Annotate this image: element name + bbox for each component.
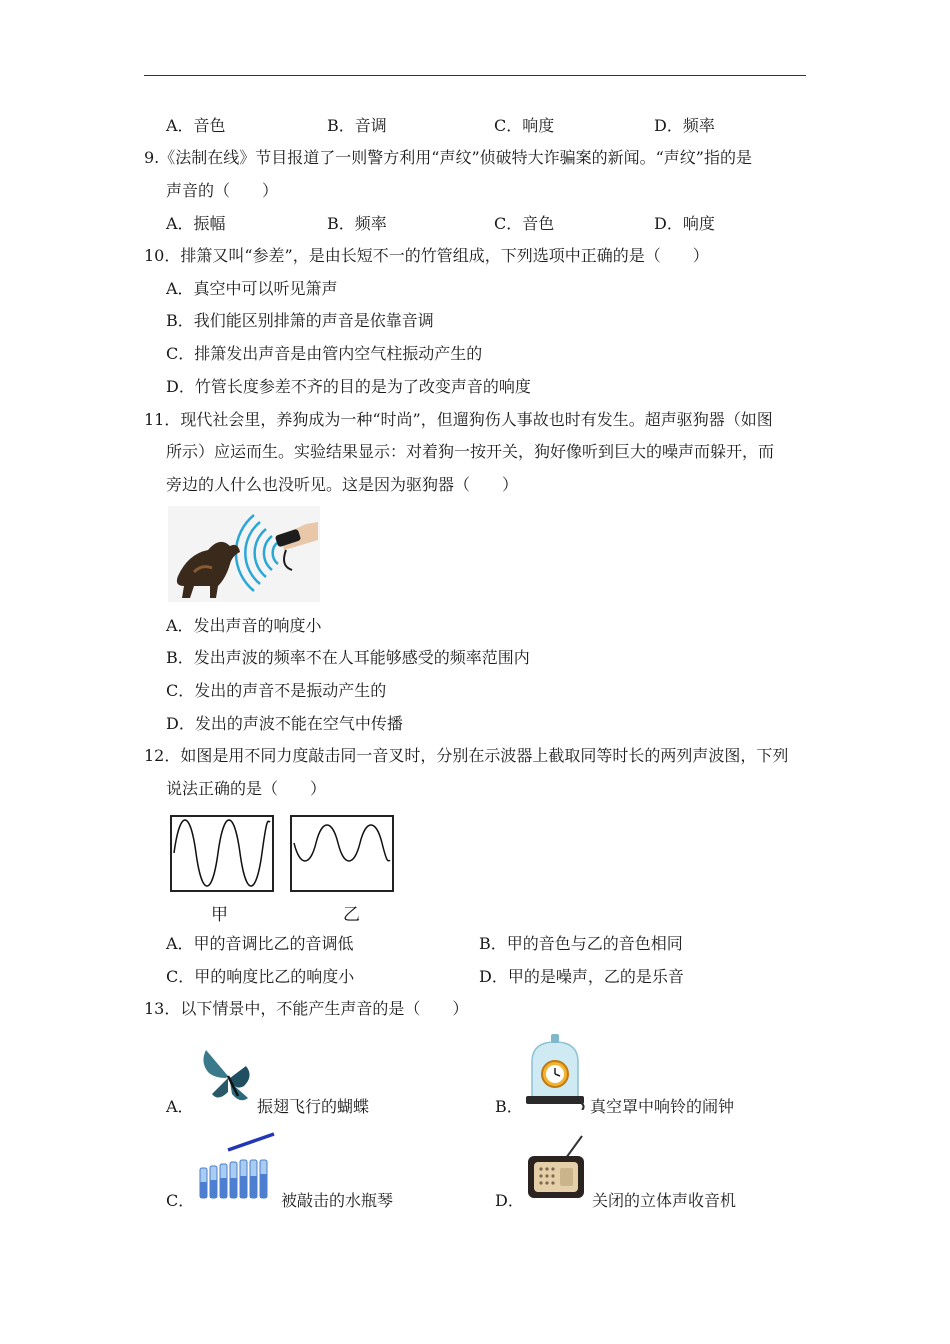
q10-option-b[interactable]: B．我们能区别排箫的声音是依靠音调	[166, 311, 434, 330]
q13-option-a-text: 振翅飞行的蝴蝶	[257, 1097, 370, 1116]
q9-stem-line-2: 声音的（ ）	[166, 181, 279, 200]
q11-stem-line-1: 11．现代社会里，养狗成为一种“时尚”，但遛狗伤人事故也时有发生。超声驱狗器（如图	[144, 410, 773, 429]
waveform-label-yi: 乙	[343, 905, 360, 925]
q11-option-d[interactable]: D．发出的声波不能在空气中传播	[166, 714, 403, 733]
q8-option-a[interactable]: A．音色	[166, 116, 226, 135]
q8-option-c[interactable]: C．响度	[494, 116, 555, 135]
q12-stem-line-1: 12．如图是用不同力度敲击同一音叉时，分别在示波器上截取同等时长的两列声波图，下列	[144, 746, 789, 765]
q8-option-b[interactable]: B．音调	[327, 116, 387, 135]
q9-option-d[interactable]: D．响度	[654, 214, 715, 233]
q11-stem-line-2: 所示）应运而生。实验结果显示：对着狗一按开关，狗好像听到巨大的噪声而躲开，而	[166, 442, 775, 461]
q11-option-a[interactable]: A．发出声音的响度小	[166, 616, 322, 635]
water-bottles-icon	[198, 1132, 276, 1202]
q10-stem: 10．排箫又叫“参差”，是由长短不一的竹管组成，下列选项中正确的是（ ）	[144, 246, 709, 265]
q12-option-a[interactable]: A．甲的音调比乙的音调低	[166, 934, 354, 953]
q9-option-b[interactable]: B．频率	[327, 214, 387, 233]
q13-option-b-letter[interactable]: B．	[495, 1097, 523, 1116]
waveform-yi	[290, 815, 394, 892]
q13-option-d-text: 关闭的立体声收音机	[592, 1191, 737, 1210]
q9-option-c[interactable]: C．音色	[494, 214, 555, 233]
waveform-label-jia: 甲	[211, 905, 228, 925]
radio-icon	[526, 1134, 586, 1202]
q11-stem-line-3: 旁边的人什么也没听见。这是因为驱狗器（ ）	[166, 475, 519, 494]
q9-stem-line-1: 9.《法制在线》节目报道了一则警方利用“声纹”侦破特大诈骗案的新闻。“声纹”指的是	[144, 148, 752, 167]
q13-option-d-letter[interactable]: D．	[495, 1191, 524, 1210]
header-rule	[144, 75, 806, 76]
q10-option-a[interactable]: A．真空中可以听见箫声	[166, 279, 338, 298]
q13-stem: 13．以下情景中，不能产生声音的是（ ）	[144, 999, 469, 1018]
q12-stem-line-2: 说法正确的是（ ）	[166, 779, 327, 798]
q13-option-c-letter[interactable]: C．	[166, 1191, 195, 1210]
q11-option-c[interactable]: C．发出的声音不是振动产生的	[166, 681, 387, 700]
q12-option-d[interactable]: D．甲的是噪声，乙的是乐音	[479, 967, 684, 986]
dog-repeller-figure	[168, 506, 320, 602]
q9-option-a[interactable]: A．振幅	[166, 214, 226, 233]
waveform-jia	[170, 815, 274, 892]
q8-option-d[interactable]: D．频率	[654, 116, 715, 135]
q13-option-a-letter[interactable]: A．	[166, 1097, 194, 1116]
q12-option-c[interactable]: C．甲的响度比乙的响度小	[166, 967, 355, 986]
butterfly-icon	[198, 1046, 256, 1106]
q13-option-b-text: 真空罩中响铃的闹钟	[590, 1097, 735, 1116]
q11-option-b[interactable]: B．发出声波的频率不在人耳能够感受的频率范围内	[166, 648, 530, 667]
q10-option-d[interactable]: D．竹管长度参差不齐的目的是为了改变声音的响度	[166, 377, 531, 396]
q10-option-c[interactable]: C．排箫发出声音是由管内空气柱振动产生的	[166, 344, 483, 363]
q13-option-c-text: 被敲击的水瓶琴	[281, 1191, 394, 1210]
bell-jar-clock-icon	[524, 1032, 586, 1110]
q12-option-b[interactable]: B．甲的音色与乙的音色相同	[479, 934, 683, 953]
